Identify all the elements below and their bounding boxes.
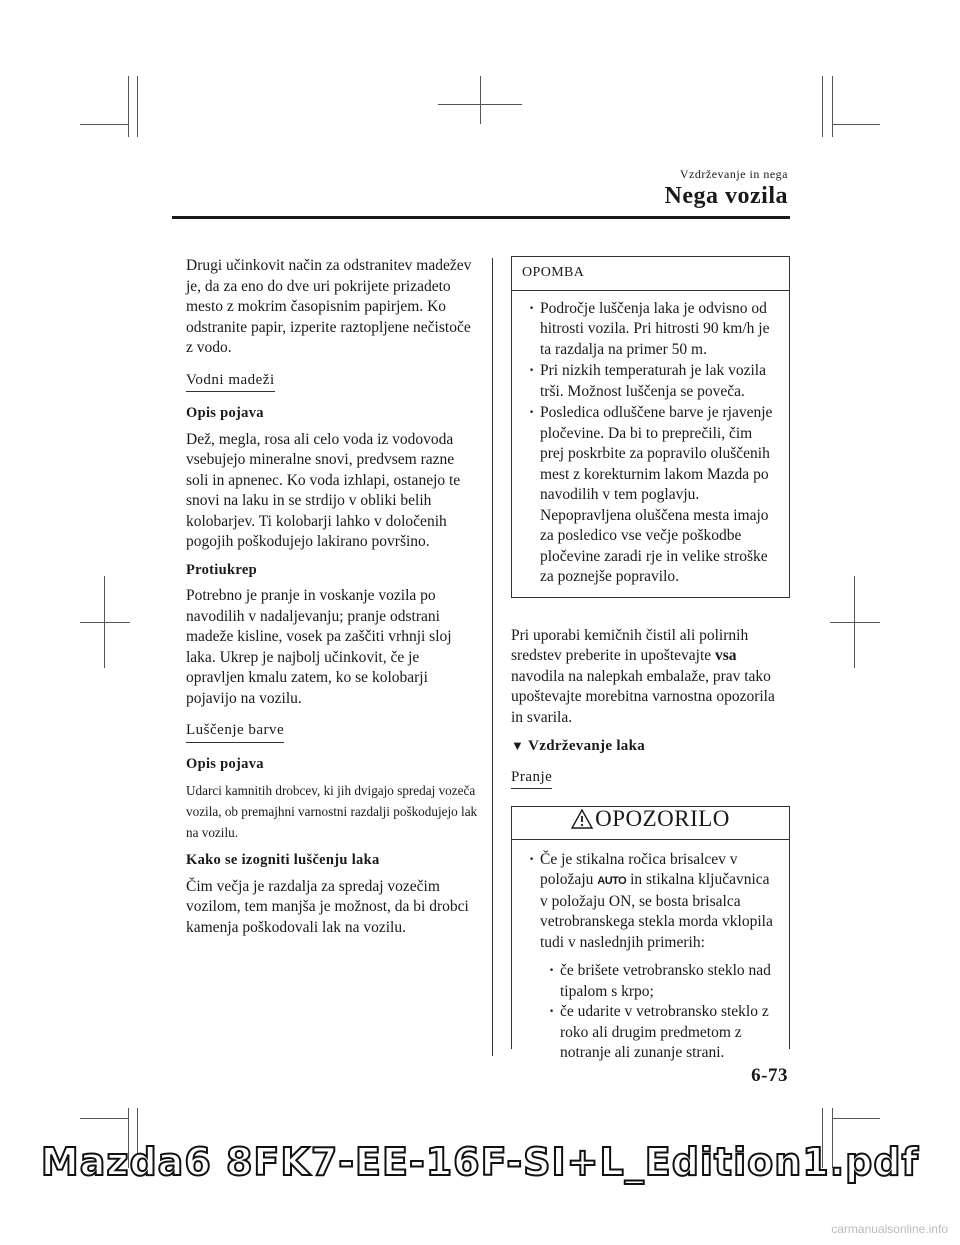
crop-mark bbox=[80, 622, 130, 623]
warning-subitem: · če udarite v vetrobransko steklo z roko ali drugim predmetom z notranje ali zunanje strani. bbox=[550, 1002, 779, 1064]
crop-mark bbox=[128, 76, 129, 137]
water-description-label: Opis pojava bbox=[186, 405, 264, 421]
chapter-subtitle: Vzdrževanje in nega bbox=[679, 167, 788, 181]
note-list bbox=[512, 291, 789, 597]
chemicals-paragraph: Pri uporabi kemičnih čistil ali polirnih sredstev preberite in upoštevajte vsa navodila na nalepkah embalaže, prav tako upoštevajte morebitna varnostna opozorila in svarila. bbox=[511, 626, 775, 726]
paint-maintenance-heading: ▼ Vzdrževanje laka bbox=[511, 736, 790, 757]
page-number: 6-73 bbox=[751, 1065, 788, 1086]
chipping-avoid-label: Kako se izogniti luščenju laka bbox=[186, 852, 380, 868]
column-divider bbox=[492, 258, 493, 1056]
triangle-down-icon: ▼ bbox=[511, 738, 525, 753]
note-item: · Posledica odluščene barve je rjavenje pločevine. Da bi to preprečili, čim prej poskrbite za popravilo oluščenih mest z korekturnim lakom Mazda po navodilih v tem poglavju. Nepopravljena oluščena mesta imajo za posledico vse večje poškodbe pločevine zaradi rje in velike stroške za poznejše popravilo. bbox=[530, 403, 779, 588]
crop-mark bbox=[832, 124, 880, 125]
warning-triangle-icon bbox=[571, 809, 593, 833]
warning-header bbox=[512, 807, 789, 840]
warning-sublist bbox=[540, 953, 779, 1064]
warning-subitem: · če brišete vetrobransko steklo nad tipalom s krpo; bbox=[550, 961, 779, 1002]
chipping-description: Udarci kamnitih drobcev, ki jih dvigajo spredaj vozeča vozila, ob premajhni varnostni razdalji poškodujejo lak na vozilu. bbox=[186, 783, 478, 840]
chapter-title: Nega vozila bbox=[664, 183, 788, 209]
washing-heading: Pranje bbox=[511, 767, 552, 790]
header-rule bbox=[172, 216, 790, 219]
crop-mark bbox=[80, 1118, 128, 1119]
water-spots-heading: Vodni madeži bbox=[186, 370, 275, 393]
right-column bbox=[511, 256, 790, 1061]
note-box bbox=[511, 256, 790, 598]
footer-filename: Mazda6 8FK7-EE-16F-SI+L_Edition1.pdf bbox=[40, 1140, 920, 1184]
auto-symbol: AUTO bbox=[597, 875, 627, 887]
water-countermeasure: Potrebno je pranje in voskanje vozila po navodilih v nadaljevanju; pranje odstrani madeže kisline, vosek pa zaščiti vrhnji sloj laka. Ukrep je najbolj učinkovit, če je opravljen kmalu zatem, ko se kolobarji pojavijo na vozilu. bbox=[186, 587, 452, 707]
warning-title: OPOZORILO bbox=[595, 806, 730, 832]
crop-mark bbox=[832, 1118, 880, 1119]
water-description: Dež, megla, rosa ali celo voda iz vodovoda vsebujejo mineralne snovi, predvsem razne soli in apnenec. Ko voda izhlapi, ostanejo te snovi na laku in se strdijo v obliki belih kolobarjev. Ti kolobarji lahko v določenih pogojih poškodujejo lakirano površino. bbox=[186, 430, 461, 550]
warning-box bbox=[511, 806, 790, 1061]
site-credit: carmanualsonline.info bbox=[831, 1222, 948, 1236]
crop-mark bbox=[480, 76, 481, 124]
intro-paragraph: Drugi učinkovit način za odstranitev madežev je, da za eno do dve uri pokrijete prizadeto mesto z mokrim časopisnim papirjem. Ko odstranite papir, izperite raztopljene nečistoče z vodo. bbox=[186, 257, 472, 356]
note-item: · Področje luščenja laka je odvisno od hitrosti vozila. Pri hitrosti 90 km/h je ta razdalja na primer 50 m. bbox=[530, 299, 779, 361]
chipping-avoid: Čim večja je razdalja za spredaj vozečim vozilom, tem manjša je možnost, da bi drobci kamenja poškodovali lak na vozilu. bbox=[186, 877, 469, 936]
water-countermeasure-label: Protiukrep bbox=[186, 561, 257, 578]
crop-mark bbox=[822, 76, 823, 137]
crop-mark bbox=[830, 622, 880, 623]
warning-item: · Če je stikalna ročica brisalcev v položaju AUTO in stikalna ključavnica v položaju ON, se bosta brisalca vetrobranskega stekla morda vklopila tudi v naslednjih primerih: · če brišete vetrobransko steklo nad tipalom s krpo; · če udarite v vetrobransko steklo z roko ali drugim predmetom z notranje ali zunanje strani. bbox=[530, 850, 779, 1064]
warning-list bbox=[512, 840, 789, 1064]
chipping-description-label: Opis pojava bbox=[186, 755, 264, 772]
crop-mark bbox=[438, 104, 522, 105]
note-title: OPOMBA bbox=[512, 257, 789, 291]
left-column bbox=[186, 256, 478, 945]
crop-mark bbox=[137, 76, 138, 137]
note-item: · Pri nizkih temperaturah je lak vozila trši. Možnost luščenja se poveča. bbox=[530, 361, 779, 402]
crop-mark bbox=[80, 124, 128, 125]
crop-mark bbox=[832, 76, 833, 137]
chipping-heading: Luščenje barve bbox=[186, 720, 284, 743]
